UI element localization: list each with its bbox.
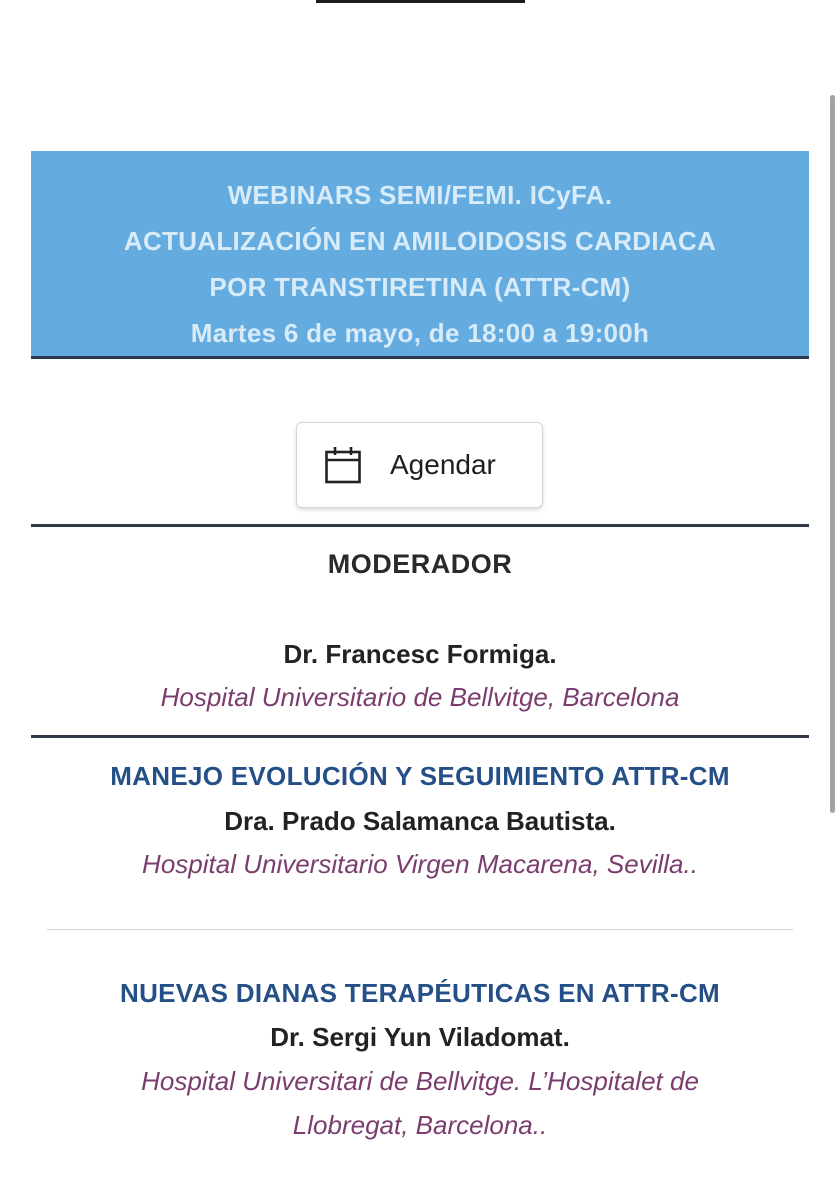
talk-speaker: Dra. Prado Salamanca Bautista. — [224, 806, 616, 836]
section-divider — [31, 524, 809, 527]
agendar-button-label: Agendar — [390, 449, 496, 480]
talk-title: NUEVAS DIANAS TERAPÉUTICAS EN ATTR-CM — [120, 978, 720, 1008]
banner-date: Martes 6 de mayo, de 18:00 a 19:00h — [190, 318, 650, 348]
talk-divider — [47, 929, 793, 930]
section-divider — [31, 735, 809, 738]
moderator-heading: MODERADOR — [327, 549, 513, 579]
talk-institution: Hospital Universitario Virgen Macarena, Sevilla.. — [142, 849, 698, 879]
banner-title-line-2: ACTUALIZACIÓN EN AMILOIDOSIS CARDIACA — [123, 226, 717, 256]
moderator-name: Dr. Francesc Formiga. — [283, 639, 557, 669]
top-divider — [316, 0, 525, 3]
event-banner — [31, 151, 809, 359]
banner-title-line-3: POR TRANSTIRETINA (ATTR-CM) — [209, 272, 631, 302]
banner-title-line-1: WEBINARS SEMI/FEMI. ICyFA. — [227, 180, 613, 210]
moderator-institution: Hospital Universitario de Bellvitge, Barcelona — [160, 682, 680, 712]
agendar-button[interactable] — [296, 422, 543, 508]
talk-speaker: Dr. Sergi Yun Viladomat. — [270, 1022, 570, 1052]
talk-institution-line-2: Llobregat, Barcelona.. — [292, 1110, 548, 1140]
calendar-icon — [325, 446, 361, 484]
talk-title: MANEJO EVOLUCIÓN Y SEGUIMIENTO ATTR-CM — [110, 761, 730, 791]
talk-institution-line-1: Hospital Universitari de Bellvitge. L’Hospitalet de — [141, 1066, 699, 1096]
